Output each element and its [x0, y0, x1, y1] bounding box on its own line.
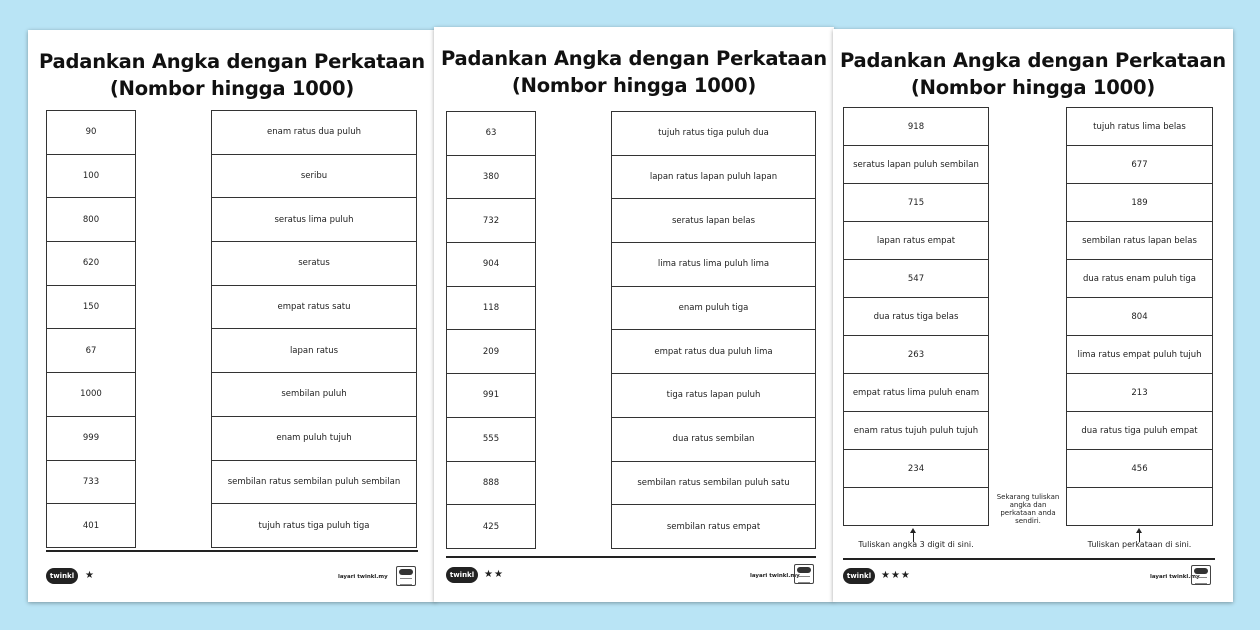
right-cell: 189 [1067, 183, 1212, 221]
left-cell: lapan ratus empat [844, 221, 988, 259]
number-cell: 209 [447, 329, 535, 373]
title-line-2: (Nombor hingga 1000) [511, 74, 757, 97]
number-cell: 999 [47, 416, 135, 460]
word-cell: tujuh ratus tiga puluh tiga [212, 503, 416, 547]
word-cell: sembilan ratus sembilan puluh satu [612, 461, 815, 505]
number-cell: 67 [47, 328, 135, 372]
right-cell: tujuh ratus lima belas [1067, 107, 1212, 145]
right-cell: lima ratus empat puluh tujuh [1067, 335, 1212, 373]
blank-answer-cell[interactable] [844, 487, 988, 525]
word-cell: seribu [212, 154, 416, 198]
title-line-2: (Nombor hingga 1000) [109, 77, 355, 100]
instruction-note: Sekarang tuliskan angka dan perkataan anda sendiri. [996, 493, 1060, 525]
numbers-column [46, 110, 136, 548]
numbers-column [843, 107, 989, 526]
word-cell: dua ratus sembilan [612, 417, 815, 461]
left-cell: empat ratus lima puluh enam [844, 373, 988, 411]
quality-badge-icon [396, 566, 416, 586]
number-cell: 100 [47, 154, 135, 198]
twinkl-logo: twinkl [843, 568, 875, 584]
footer-divider [843, 558, 1215, 560]
number-cell: 63 [447, 111, 535, 155]
twinkl-logo: twinkl [446, 567, 478, 583]
twinkl-logo: twinkl [46, 568, 78, 584]
difficulty-stars: ★ [85, 570, 95, 581]
number-cell: 118 [447, 286, 535, 330]
number-cell: 991 [447, 373, 535, 417]
worksheet-2 [434, 27, 834, 602]
title-line-1: Padankan Angka dengan Perkataan [38, 50, 425, 73]
words-column [211, 110, 417, 548]
difficulty-stars: ★★ [484, 569, 504, 580]
number-cell: 555 [447, 417, 535, 461]
left-cell: 234 [844, 449, 988, 487]
word-cell: tujuh ratus tiga puluh dua [612, 111, 815, 155]
word-cell: sembilan puluh [212, 372, 416, 416]
word-cell: lima ratus lima puluh lima [612, 242, 815, 286]
left-cell: 715 [844, 183, 988, 221]
word-cell: empat ratus dua puluh lima [612, 329, 815, 373]
left-cell: enam ratus tujuh puluh tujuh [844, 411, 988, 449]
word-cell: seratus [212, 241, 416, 285]
worksheet-title [434, 45, 834, 99]
right-cell: 213 [1067, 373, 1212, 411]
footer-divider [446, 556, 816, 558]
hint-right: Tuliskan perkataan di sini. [1087, 540, 1192, 549]
left-cell: 263 [844, 335, 988, 373]
word-cell: seratus lima puluh [212, 197, 416, 241]
left-cell: seratus lapan puluh sembilan [844, 145, 988, 183]
word-cell: sembilan ratus sembilan puluh sembilan [212, 460, 416, 504]
right-cell: 677 [1067, 145, 1212, 183]
number-cell: 90 [47, 110, 135, 154]
word-cell: lapan ratus lapan puluh lapan [612, 155, 815, 199]
worksheet-1 [28, 30, 436, 602]
footer-divider [46, 550, 418, 552]
site-link: layari twinkl.my [1150, 574, 1200, 580]
number-cell: 800 [47, 197, 135, 241]
hint-left: Tuliskan angka 3 digit di sini. [858, 540, 974, 549]
word-cell: sembilan ratus empat [612, 504, 815, 548]
site-link: layari twinkl.my [338, 574, 388, 580]
number-cell: 904 [447, 242, 535, 286]
left-cell: dua ratus tiga belas [844, 297, 988, 335]
quality-badge-icon [794, 564, 814, 584]
right-cell: 804 [1067, 297, 1212, 335]
left-cell: 918 [844, 107, 988, 145]
site-link: layari twinkl.my [750, 573, 800, 579]
difficulty-stars: ★★★ [881, 570, 911, 581]
word-cell: seratus lapan belas [612, 198, 815, 242]
title-line-1: Padankan Angka dengan Perkataan [440, 47, 827, 70]
blank-answer-cell[interactable] [1067, 487, 1212, 525]
number-cell: 401 [47, 503, 135, 547]
number-cell: 620 [47, 241, 135, 285]
quality-badge-icon [1191, 565, 1211, 585]
worksheet-title [833, 47, 1233, 101]
title-line-1: Padankan Angka dengan Perkataan [839, 49, 1226, 72]
number-cell: 733 [47, 460, 135, 504]
word-cell: tiga ratus lapan puluh [612, 373, 815, 417]
left-cell: 547 [844, 259, 988, 297]
word-cell: enam puluh tiga [612, 286, 815, 330]
title-line-2: (Nombor hingga 1000) [910, 76, 1156, 99]
words-column [611, 111, 816, 549]
worksheet-3 [833, 29, 1233, 602]
number-cell: 1000 [47, 372, 135, 416]
number-cell: 888 [447, 461, 535, 505]
right-cell: dua ratus enam puluh tiga [1067, 259, 1212, 297]
number-cell: 380 [447, 155, 535, 199]
words-column [1066, 107, 1213, 526]
right-cell: sembilan ratus lapan belas [1067, 221, 1212, 259]
number-cell: 425 [447, 504, 535, 548]
number-cell: 150 [47, 285, 135, 329]
word-cell: enam ratus dua puluh [212, 110, 416, 154]
worksheet-title [28, 48, 436, 102]
number-cell: 732 [447, 198, 535, 242]
numbers-column [446, 111, 536, 549]
word-cell: empat ratus satu [212, 285, 416, 329]
right-cell: dua ratus tiga puluh empat [1067, 411, 1212, 449]
word-cell: enam puluh tujuh [212, 416, 416, 460]
word-cell: lapan ratus [212, 328, 416, 372]
right-cell: 456 [1067, 449, 1212, 487]
